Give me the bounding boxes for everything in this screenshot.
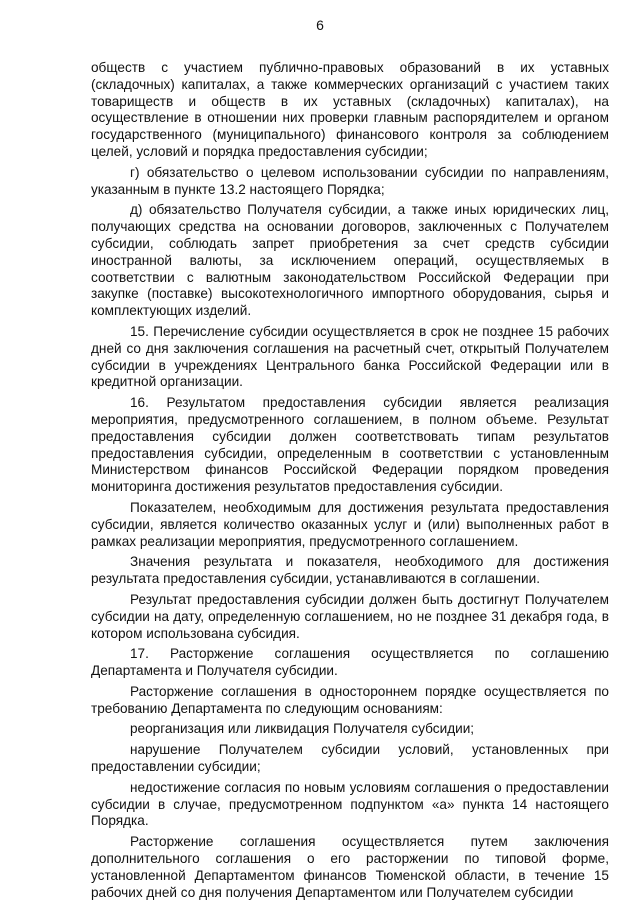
paragraph-item-d: д) обязательство Получателя субсидии, а также иных юридических лиц, получающих средства на основании договоров, заключенных с Получателем субсидии, соблюдать запрет приобретения за счет средств субсидии иностранной валюты, за исключением операций, осуществляемых в соответствии с валютным законодательством Российской Федерации при закупке (поставке) высокотехнологичного импортного оборудования, сырья и комплектующих изделий. <box>91 202 609 319</box>
paragraph-result-deadline: Результат предоставления субсидии должен быть достигнут Получателем субсидии на дату, определенную соглашением, но не позднее 31 декабря года, в котором использована субсидия. <box>91 591 609 641</box>
page-number: 6 <box>316 17 324 33</box>
paragraph-clause-16: 16. Результатом предоставления субсидии является реализация мероприятия, предусмотренного соглашением, в полном объеме. Результат предоставления субсидии должен соответствовать типам результатов предоставления субсидии, определенным в соответствии с установленным Министерством финансов Российской Федерации порядком проведения мониторинга достижения результатов предоставления субсидии. <box>91 395 609 495</box>
paragraph-clause-17: 17. Расторжение соглашения осуществляется по соглашению Департамента и Получателя субсидии. <box>91 646 609 679</box>
paragraph-ground-violation: нарушение Получателем субсидии условий, установленных при предоставлении субсидии; <box>91 742 609 775</box>
paragraph-clause-15: 15. Перечисление субсидии осуществляется в срок не позднее 15 рабочих дней со дня заключения соглашения на расчетный счет, открытый Получателем субсидии в учреждениях Центрального банка Российской Федерации или в кредитной организации. <box>91 323 609 390</box>
paragraph-indicator: Показателем, необходимым для достижения результата предоставления субсидии, является количество оказанных услуг и (или) выполненных работ в рамках реализации мероприятия, предусмотренного соглашением. <box>91 499 609 549</box>
paragraph-termination-procedure: Расторжение соглашения осуществляется путем заключения дополнительного соглашения о его расторжении по типовой форме, установленной Департаментом финансов Тюменской области, в течение 15 рабочих дней со дня получения Департаментом или Получателем субсидии <box>91 834 609 900</box>
paragraph-continuation: обществ с участием публично-правовых образований в их уставных (складочных) капиталах, а также коммерческих организаций с участием таких товариществ и обществ в их уставных (складочных) капиталах), на осуществление в отношении них проверки главным распорядителем и органом государственного (муниципального) финансового контроля за соблюдением целей, условий и порядка предоставления субсидии; <box>91 60 609 159</box>
paragraph-values: Значения результата и показателя, необходимого для достижения результата предоставления субсидии, устанавливаются в соглашении. <box>91 554 609 587</box>
paragraph-unilateral: Расторжение соглашения в одностороннем порядке осуществляется по требованию Департамента по следующим основаниям: <box>91 683 609 716</box>
paragraph-ground-disagreement: недостижение согласия по новым условиям соглашения о предоставлении субсидии в случае, предусмотренном подпунктом «а» пункта 14 настоящего Порядка. <box>91 779 609 829</box>
paragraph-item-g: г) обязательство о целевом использовании субсидии по направлениям, указанным в пункте 13.2 настоящего Порядка; <box>91 164 609 197</box>
document-body <box>91 60 609 902</box>
paragraph-ground-reorganization: реорганизация или ликвидация Получателя субсидии; <box>130 721 475 737</box>
